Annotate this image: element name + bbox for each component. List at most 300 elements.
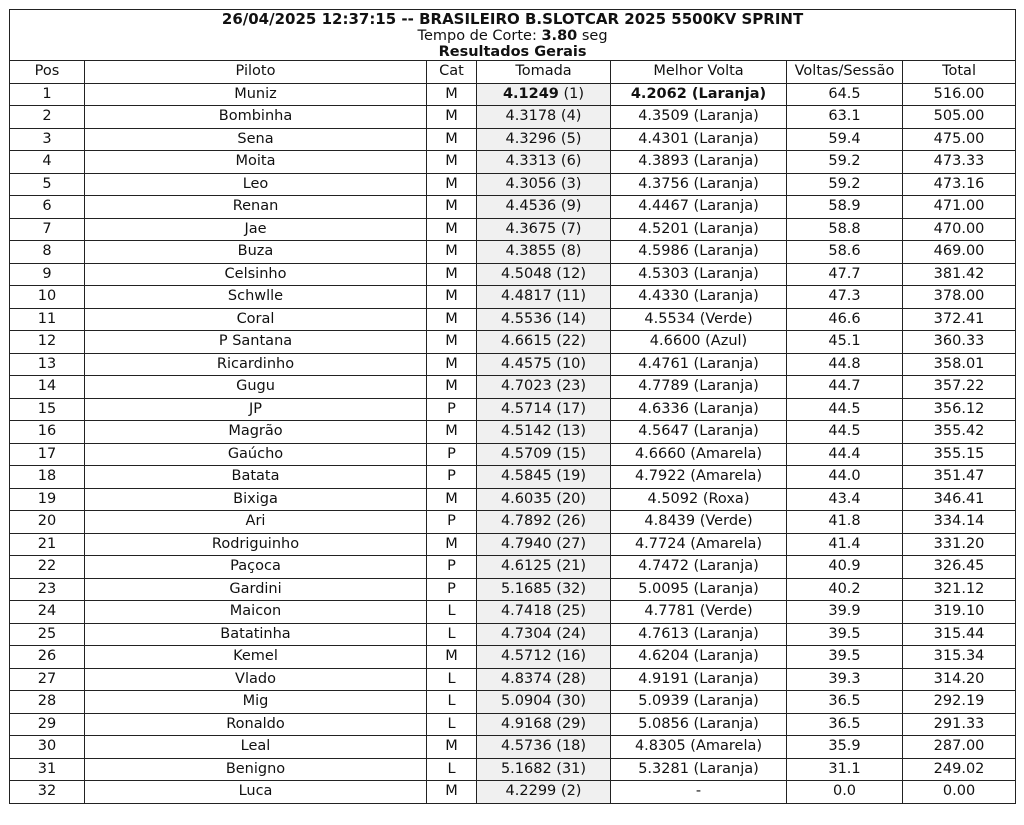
cell-cat: M (427, 781, 477, 804)
tomada-time: 4.3855 (505, 243, 557, 259)
cell-piloto: Sena (85, 128, 427, 151)
cell-voltas-sessao: 44.7 (787, 376, 903, 399)
cell-melhor-volta: 4.8305 (Amarela) (611, 736, 787, 759)
table-row (10, 151, 1016, 174)
tomada-time: 4.3675 (505, 220, 557, 237)
cell-pos: 5 (10, 173, 85, 196)
cell-tomada (477, 533, 611, 556)
cell-piloto: Renan (85, 196, 427, 219)
cell-total: 355.42 (903, 421, 1016, 444)
cell-pos: 2 (10, 106, 85, 129)
tomada-rank: (20) (556, 490, 587, 507)
cell-total: 319.10 (903, 601, 1016, 624)
cell-total: 516.00 (903, 83, 1016, 106)
table-row (10, 106, 1016, 129)
tomada-time: 4.7304 (500, 625, 552, 642)
cell-tomada (477, 106, 611, 129)
cell-piloto: Batata (85, 466, 427, 489)
cell-cat: M (427, 488, 477, 511)
cell-pos: 17 (10, 443, 85, 466)
cell-tomada (477, 736, 611, 759)
cell-pos: 8 (10, 241, 85, 264)
cell-tomada (477, 173, 611, 196)
cell-cat: M (427, 83, 477, 106)
cell-total: 360.33 (903, 331, 1016, 354)
cell-tomada (477, 151, 611, 174)
col-header-piloto: Piloto (85, 61, 427, 84)
table-row (10, 713, 1016, 736)
cell-tomada (477, 646, 611, 669)
tomada-rank: (8) (560, 243, 582, 259)
cell-cat: L (427, 601, 477, 624)
cell-voltas-sessao: 36.5 (787, 713, 903, 736)
cell-voltas-sessao: 31.1 (787, 758, 903, 781)
cell-voltas-sessao: 39.3 (787, 668, 903, 691)
cell-piloto: Mig (85, 691, 427, 714)
cell-total: 357.22 (903, 376, 1016, 399)
tomada-time: 4.8374 (500, 670, 552, 687)
cell-total: 326.45 (903, 556, 1016, 579)
table-row (10, 218, 1016, 241)
col-header-pos: Pos (10, 61, 85, 84)
column-header-row (10, 61, 1016, 84)
cell-voltas-sessao: 58.6 (787, 241, 903, 264)
cell-voltas-sessao: 63.1 (787, 106, 903, 129)
cell-melhor-volta: 4.5303 (Laranja) (611, 263, 787, 286)
tomada-rank: (25) (556, 603, 587, 619)
cell-piloto: Ronaldo (85, 713, 427, 736)
tomada-time: 4.5048 (500, 265, 552, 282)
cell-voltas-sessao: 39.9 (787, 601, 903, 624)
cell-total: 315.44 (903, 623, 1016, 646)
tomada-time: 4.5845 (500, 468, 552, 484)
cell-cat: M (427, 331, 477, 354)
cell-cat: M (427, 421, 477, 444)
cell-pos: 12 (10, 331, 85, 354)
cell-tomada (477, 196, 611, 219)
tomada-time: 4.4817 (500, 288, 552, 304)
cell-cat: P (427, 466, 477, 489)
cell-pos: 13 (10, 353, 85, 376)
cell-total: 356.12 (903, 398, 1016, 421)
cell-piloto: Batatinha (85, 623, 427, 646)
cell-piloto: Ari (85, 511, 427, 534)
table-row (10, 466, 1016, 489)
cell-tomada (477, 398, 611, 421)
cell-total: 475.00 (903, 128, 1016, 151)
cell-piloto: Buza (85, 241, 427, 264)
cell-piloto: Magrão (85, 421, 427, 444)
cell-tomada (477, 263, 611, 286)
cell-piloto: Maicon (85, 601, 427, 624)
cell-melhor-volta: 4.4330 (Laranja) (611, 286, 787, 309)
tomada-rank: (13) (556, 423, 587, 439)
cell-pos: 29 (10, 713, 85, 736)
cell-total: 381.42 (903, 263, 1016, 286)
cell-melhor-volta: 4.3893 (Laranja) (611, 151, 787, 174)
cell-cat: M (427, 533, 477, 556)
tomada-rank: (22) (556, 333, 587, 349)
cell-piloto: Gugu (85, 376, 427, 399)
table-row (10, 173, 1016, 196)
cell-tomada (477, 758, 611, 781)
tomada-rank: (31) (556, 760, 587, 777)
cell-cat: M (427, 263, 477, 286)
tomada-rank: (17) (556, 400, 587, 417)
tomada-time: 4.7940 (500, 535, 552, 552)
cell-melhor-volta: 4.6336 (Laranja) (611, 398, 787, 421)
cell-pos: 1 (10, 83, 85, 106)
tomada-time: 4.6125 (500, 558, 552, 574)
cell-pos: 20 (10, 511, 85, 534)
cell-melhor-volta: 4.4467 (Laranja) (611, 196, 787, 219)
cell-pos: 10 (10, 286, 85, 309)
tomada-rank: (10) (556, 355, 587, 372)
table-row (10, 443, 1016, 466)
table-row (10, 353, 1016, 376)
cell-cat: P (427, 443, 477, 466)
cell-cat: L (427, 623, 477, 646)
cell-total: 0.00 (903, 781, 1016, 804)
cell-voltas-sessao: 64.5 (787, 83, 903, 106)
tomada-time: 4.4536 (505, 198, 557, 214)
tomada-time: 4.3313 (505, 153, 557, 169)
cell-voltas-sessao: 36.5 (787, 691, 903, 714)
cell-melhor-volta: 4.3756 (Laranja) (611, 173, 787, 196)
cell-voltas-sessao: 45.1 (787, 331, 903, 354)
tomada-time: 4.5536 (500, 310, 552, 327)
tomada-time: 4.6615 (500, 333, 552, 349)
cell-total: 292.19 (903, 691, 1016, 714)
cell-melhor-volta: 4.7922 (Amarela) (611, 466, 787, 489)
cell-cat: M (427, 218, 477, 241)
section-title: Resultados Gerais (10, 44, 1016, 61)
tomada-time: 4.5712 (500, 648, 552, 664)
cell-total: 291.33 (903, 713, 1016, 736)
cell-piloto: Coral (85, 308, 427, 331)
table-row (10, 601, 1016, 624)
cell-total: 469.00 (903, 241, 1016, 264)
table-row (10, 241, 1016, 264)
tomada-time: 4.3178 (505, 108, 557, 124)
cell-piloto: Jae (85, 218, 427, 241)
cell-pos: 14 (10, 376, 85, 399)
cell-tomada (477, 128, 611, 151)
cell-voltas-sessao: 44.4 (787, 443, 903, 466)
tomada-rank: (15) (556, 445, 587, 462)
tomada-time: 4.6035 (500, 490, 552, 507)
cell-voltas-sessao: 59.4 (787, 128, 903, 151)
tomada-rank: (11) (556, 288, 587, 304)
col-header-tomada: Tomada (477, 61, 611, 84)
cell-total: 321.12 (903, 578, 1016, 601)
cell-tomada (477, 601, 611, 624)
cell-melhor-volta: 4.6600 (Azul) (611, 331, 787, 354)
tomada-rank: (5) (560, 130, 582, 147)
cell-melhor-volta: 4.7724 (Amarela) (611, 533, 787, 556)
cell-melhor-volta: 4.3509 (Laranja) (611, 106, 787, 129)
table-row (10, 758, 1016, 781)
cell-tomada (477, 218, 611, 241)
table-row (10, 376, 1016, 399)
tomada-rank: (7) (560, 220, 582, 237)
cell-pos: 19 (10, 488, 85, 511)
cell-voltas-sessao: 58.8 (787, 218, 903, 241)
table-row (10, 511, 1016, 534)
cell-total: 358.01 (903, 353, 1016, 376)
cell-total: 470.00 (903, 218, 1016, 241)
table-row (10, 128, 1016, 151)
cell-cat: M (427, 308, 477, 331)
cell-cat: M (427, 646, 477, 669)
cell-melhor-volta: 4.2062 (Laranja) (611, 83, 787, 106)
cell-total: 315.34 (903, 646, 1016, 669)
cell-pos: 7 (10, 218, 85, 241)
col-header-melhor-volta: Melhor Volta (611, 61, 787, 84)
cell-pos: 22 (10, 556, 85, 579)
cell-piloto: Bombinha (85, 106, 427, 129)
cell-cat: M (427, 241, 477, 264)
table-row (10, 83, 1016, 106)
cell-pos: 30 (10, 736, 85, 759)
cell-cat: P (427, 398, 477, 421)
cell-voltas-sessao: 43.4 (787, 488, 903, 511)
tomada-time: 4.2299 (505, 783, 557, 799)
tomada-time: 4.5142 (500, 423, 552, 439)
tomada-rank: (29) (556, 715, 587, 732)
table-row (10, 578, 1016, 601)
cell-tomada (477, 308, 611, 331)
cell-cat: P (427, 511, 477, 534)
cell-total: 331.20 (903, 533, 1016, 556)
cell-total: 249.02 (903, 758, 1016, 781)
cut-time-value: 3.80 (541, 28, 578, 44)
cell-tomada (477, 83, 611, 106)
cell-total: 334.14 (903, 511, 1016, 534)
table-row (10, 533, 1016, 556)
table-row (10, 691, 1016, 714)
table-row (10, 398, 1016, 421)
cell-cat: L (427, 691, 477, 714)
cell-total: 473.33 (903, 151, 1016, 174)
cell-piloto: P Santana (85, 331, 427, 354)
cell-tomada (477, 511, 611, 534)
cell-tomada (477, 376, 611, 399)
results-report (9, 9, 1015, 804)
cell-pos: 23 (10, 578, 85, 601)
tomada-rank: (21) (556, 558, 587, 574)
cell-voltas-sessao: 35.9 (787, 736, 903, 759)
cell-pos: 3 (10, 128, 85, 151)
tomada-rank: (30) (556, 693, 587, 709)
cell-total: 473.16 (903, 173, 1016, 196)
cell-cat: M (427, 128, 477, 151)
cell-piloto: JP (85, 398, 427, 421)
cell-tomada (477, 443, 611, 466)
cell-melhor-volta: 5.0095 (Laranja) (611, 578, 787, 601)
cell-melhor-volta: 4.6204 (Laranja) (611, 646, 787, 669)
table-row (10, 488, 1016, 511)
tomada-rank: (9) (560, 198, 582, 214)
cell-pos: 9 (10, 263, 85, 286)
cell-melhor-volta: 4.5534 (Verde) (611, 308, 787, 331)
tomada-time: 4.7023 (500, 378, 552, 394)
cell-piloto: Ricardinho (85, 353, 427, 376)
cell-melhor-volta: 5.0939 (Laranja) (611, 691, 787, 714)
cell-total: 471.00 (903, 196, 1016, 219)
cell-total: 351.47 (903, 466, 1016, 489)
tomada-time: 5.0904 (500, 693, 552, 709)
cell-cat: P (427, 578, 477, 601)
tomada-time: 4.5736 (500, 738, 552, 754)
cell-voltas-sessao: 40.9 (787, 556, 903, 579)
cut-time (10, 28, 1016, 44)
cell-voltas-sessao: 39.5 (787, 646, 903, 669)
cell-piloto: Paçoca (85, 556, 427, 579)
cell-voltas-sessao: 59.2 (787, 173, 903, 196)
cell-cat: L (427, 668, 477, 691)
cell-total: 372.41 (903, 308, 1016, 331)
cell-tomada (477, 466, 611, 489)
tomada-rank: (28) (556, 670, 587, 687)
report-title: 26/04/2025 12:37:15 -- BRASILEIRO B.SLOTCAR 2025 5500KV SPRINT (10, 10, 1016, 29)
cell-voltas-sessao: 40.2 (787, 578, 903, 601)
tomada-time: 4.7418 (500, 603, 552, 619)
tomada-rank: (4) (560, 108, 582, 124)
cell-voltas-sessao: 44.5 (787, 421, 903, 444)
cell-tomada (477, 241, 611, 264)
cell-piloto: Bixiga (85, 488, 427, 511)
cell-piloto: Muniz (85, 83, 427, 106)
cell-piloto: Rodriguinho (85, 533, 427, 556)
cell-tomada (477, 331, 611, 354)
cell-piloto: Gaúcho (85, 443, 427, 466)
cell-tomada (477, 488, 611, 511)
cell-pos: 6 (10, 196, 85, 219)
cell-piloto: Luca (85, 781, 427, 804)
cell-melhor-volta: 4.5647 (Laranja) (611, 421, 787, 444)
cell-voltas-sessao: 39.5 (787, 623, 903, 646)
cell-pos: 4 (10, 151, 85, 174)
cell-voltas-sessao: 41.4 (787, 533, 903, 556)
cell-voltas-sessao: 58.9 (787, 196, 903, 219)
table-row (10, 623, 1016, 646)
cell-tomada (477, 781, 611, 804)
cell-tomada (477, 691, 611, 714)
cell-cat: M (427, 736, 477, 759)
cell-piloto: Benigno (85, 758, 427, 781)
tomada-rank: (18) (556, 738, 587, 754)
cell-pos: 27 (10, 668, 85, 691)
cut-time-label: Tempo de Corte: (417, 28, 537, 44)
tomada-rank: (32) (556, 580, 587, 597)
cell-tomada (477, 578, 611, 601)
cell-piloto: Kemel (85, 646, 427, 669)
tomada-rank: (16) (556, 648, 587, 664)
cell-pos: 18 (10, 466, 85, 489)
table-row (10, 286, 1016, 309)
tomada-time: 4.5709 (500, 445, 552, 462)
cell-tomada (477, 668, 611, 691)
cell-melhor-volta: 4.7781 (Verde) (611, 601, 787, 624)
tomada-rank: (23) (556, 378, 587, 394)
cell-pos: 25 (10, 623, 85, 646)
cell-melhor-volta: 4.5986 (Laranja) (611, 241, 787, 264)
cell-voltas-sessao: 44.8 (787, 353, 903, 376)
cell-voltas-sessao: 47.3 (787, 286, 903, 309)
tomada-time: 4.1249 (502, 85, 559, 102)
cell-voltas-sessao: 44.5 (787, 398, 903, 421)
cell-total: 346.41 (903, 488, 1016, 511)
cell-pos: 21 (10, 533, 85, 556)
cell-pos: 11 (10, 308, 85, 331)
tomada-rank: (26) (556, 513, 587, 529)
table-row (10, 668, 1016, 691)
cell-voltas-sessao: 46.6 (787, 308, 903, 331)
cell-pos: 26 (10, 646, 85, 669)
cell-cat: M (427, 173, 477, 196)
table-row (10, 556, 1016, 579)
table-row (10, 331, 1016, 354)
col-header-cat: Cat (427, 61, 477, 84)
tomada-time: 4.9168 (500, 715, 552, 732)
cell-pos: 28 (10, 691, 85, 714)
cell-total: 314.20 (903, 668, 1016, 691)
tomada-time: 4.7892 (500, 513, 552, 529)
cell-pos: 16 (10, 421, 85, 444)
tomada-rank: (1) (563, 85, 585, 102)
tomada-time: 4.3296 (505, 130, 557, 147)
cell-tomada (477, 623, 611, 646)
cell-melhor-volta: - (611, 781, 787, 804)
cell-cat: M (427, 353, 477, 376)
cell-total: 287.00 (903, 736, 1016, 759)
cell-voltas-sessao: 47.7 (787, 263, 903, 286)
cell-cat: L (427, 713, 477, 736)
cell-melhor-volta: 4.5201 (Laranja) (611, 218, 787, 241)
tomada-rank: (27) (556, 535, 587, 552)
cell-cat: M (427, 196, 477, 219)
tomada-rank: (24) (556, 625, 587, 642)
cell-cat: M (427, 106, 477, 129)
tomada-rank: (3) (560, 175, 582, 192)
col-header-voltas-sessao: Voltas/Sessão (787, 61, 903, 84)
table-row (10, 736, 1016, 759)
cell-pos: 31 (10, 758, 85, 781)
cell-tomada (477, 556, 611, 579)
cell-melhor-volta: 4.6660 (Amarela) (611, 443, 787, 466)
results-table (9, 9, 1016, 804)
cell-voltas-sessao: 0.0 (787, 781, 903, 804)
cell-cat: M (427, 286, 477, 309)
col-header-total: Total (903, 61, 1016, 84)
table-row (10, 421, 1016, 444)
cell-cat: M (427, 376, 477, 399)
table-row (10, 646, 1016, 669)
cell-piloto: Celsinho (85, 263, 427, 286)
cell-piloto: Leal (85, 736, 427, 759)
table-row (10, 196, 1016, 219)
cell-melhor-volta: 4.7472 (Laranja) (611, 556, 787, 579)
cut-time-unit: seg (581, 28, 608, 44)
cell-melhor-volta: 4.5092 (Roxa) (611, 488, 787, 511)
cell-piloto: Leo (85, 173, 427, 196)
cell-total: 355.15 (903, 443, 1016, 466)
tomada-rank: (2) (560, 783, 582, 799)
cell-melhor-volta: 4.8439 (Verde) (611, 511, 787, 534)
tomada-time: 5.1682 (500, 760, 552, 777)
cell-pos: 32 (10, 781, 85, 804)
